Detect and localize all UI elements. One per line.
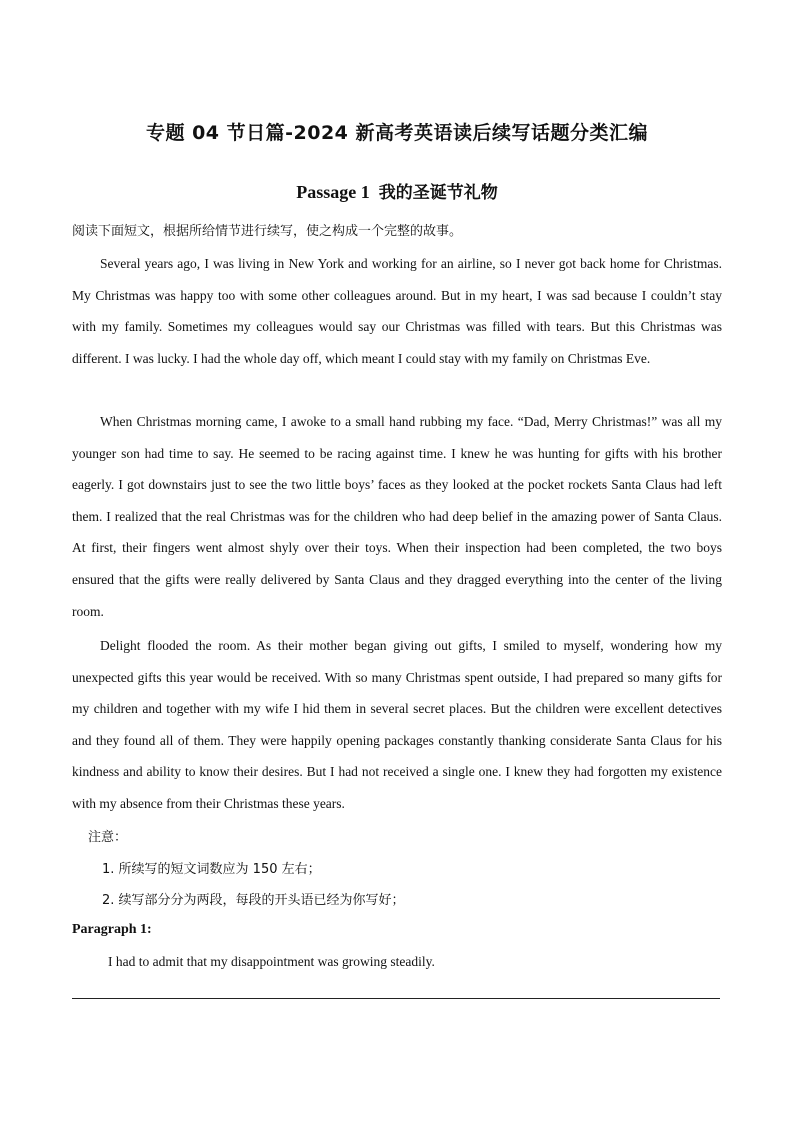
- paragraph-1-starter: I had to admit that my disappointment was growing steadily.: [108, 954, 435, 969]
- passage-label: Passage 1: [296, 182, 370, 202]
- passage-cn-title: 我的圣诞节礼物: [378, 183, 498, 203]
- notes-label: 注意：: [88, 830, 128, 845]
- document-title: 专题 04 节日篇-2024 新高考英语读后续写话题分类汇编: [145, 122, 649, 144]
- paragraph-1-label: Paragraph 1:: [72, 922, 152, 937]
- answer-line[interactable]: [72, 998, 720, 999]
- instruction-text: 阅读下面短文，根据所给情节进行续写，使之构成一个完整的故事。: [72, 224, 463, 239]
- story-paragraph-2: When Christmas morning came, I awoke to a small hand rubbing my face. “Dad, Merry Christmas!” was all my younger son had time to say. He seemed to be racing against time. I knew he was hunting for gifts with his brother eagerly. I got downstairs just to see the two little boys’ faces as they looked at the pocket rockets Santa Claus had left them. I realized that the real Christmas was for the children who had deep belief in the amazing power of Santa Claus. At first, their fingers went almost shyly over their toys. When their inspection had been completed, the two boys ensured that the gifts were really delivered by Santa Claus and they dragged everything into the center of the living room.: [72, 414, 722, 619]
- story-paragraph-1: Several years ago, I was living in New York and working for an airline, so I never got back home for Christmas. My Christmas was happy too with some other colleagues around. But in my heart, I was sad because I couldn’t stay with my family. Sometimes my colleagues would say our Christmas was filled with tears. But this Christmas was different. I was lucky. I had the whole day off, which meant I could stay with my family on Christmas Eve.: [72, 256, 722, 366]
- story-paragraph-3: Delight flooded the room. As their mother began giving out gifts, I smiled to myself, wondering how my unexpected gifts this year would be received. With so many Christmas spent outside, I had prepared so many gifts for my children and together with my wife I hid them in several secret places. But the children were excellent detectives and they found all of them. They were happily opening packages constantly thanking considerate Santa Claus for his kindness and ability to know their desires. But I had not received a single one. I knew they had forgotten my existence with my absence from their Christmas these years.: [72, 638, 722, 811]
- passage-title: [72, 178, 722, 203]
- note-item: 1. 所续写的短文词数应为 150 左右；: [102, 862, 321, 877]
- note-item: 2. 续写部分分为两段，每段的开头语已经为你写好；: [102, 893, 405, 908]
